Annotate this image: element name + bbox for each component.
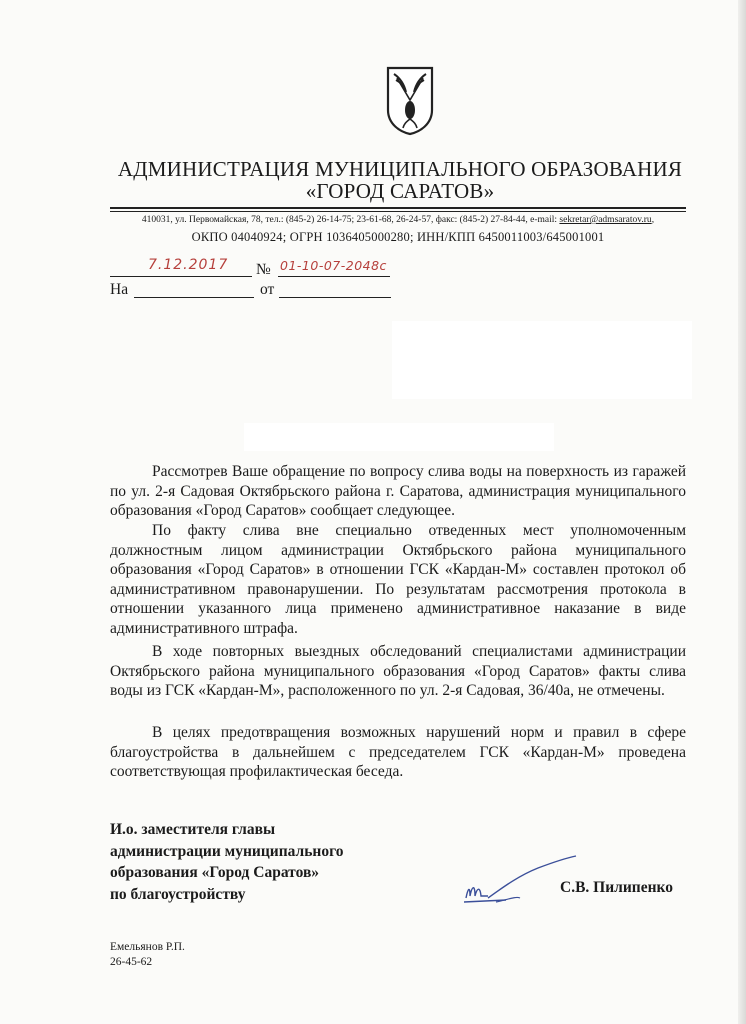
handwritten-date: 7.12.2017 <box>148 257 229 273</box>
number-label: № <box>256 261 271 278</box>
signatory-line-3: образования «Город Саратов» <box>110 864 320 881</box>
registration-codes: ОКПО 04040924; ОГРН 1036405000280; ИНН/КПП 6450011003/645001001 <box>191 230 605 244</box>
header-rule-thick <box>110 207 686 209</box>
address-line <box>110 215 686 225</box>
body-paragraph-1: Рассмотрев Ваше обращение по вопросу слива воды на поверхность из гаражей по ул. 2-я Садовая Октябрьского района г. Саратова, администрация муниципального образования «Город Саратов» сообщает следующее. <box>110 463 686 519</box>
signatory-line-1: И.о. заместителя главы <box>110 821 276 838</box>
body-paragraph-2: По факту слива вне специально отведенных мест уполномоченным должностным лицом администрации Октябрьского района муниципального образования «Город Саратов» в отношении ГСК «Кардан-М» составлен протокол об административном правонарушении. По результатам рассмотрения протокола в отношении указанного лица применено административное наказание в виде административного штрафа. <box>110 522 686 637</box>
body-paragraph-3: В ходе повторных выездных обследований специалистами администрации Октябрьского района муниципального образования «Город Саратов» факты слива воды из ГСК «Кардан-М», расположенного по ул. 2-я Садовая, 36/40а, не отмечены. <box>110 643 686 699</box>
from-line <box>279 279 391 298</box>
saratov-coat-of-arms-icon <box>386 66 434 136</box>
reply-to-line <box>134 279 254 298</box>
from-label: от <box>260 281 275 298</box>
address-end: , <box>651 215 655 225</box>
signatory-name: С.В. Пилипенко <box>560 879 673 896</box>
organization-title-line-2: «ГОРОД САРАТОВ» <box>305 179 495 203</box>
redacted-recipient-name <box>244 423 554 451</box>
page-edge <box>738 0 746 1024</box>
body-paragraph-4: В целях предотвращения возможных нарушений норм и правил в сфере благоустройства в дальнейшем с председателем ГСК «Кардан-М» проведена соответствующая профилактическая беседа. <box>110 724 686 780</box>
redacted-recipient-address <box>392 321 692 399</box>
address-text: 410031, ул. Первомайская, 78, тел.: (845-2) 26-14-75; 23-61-68, 26-24-57, факс: (845-2) 27-84-44, e-mail: <box>141 215 560 225</box>
organization-title-line-1: АДМИНИСТРАЦИЯ МУНИЦИПАЛЬНОГО ОБРАЗОВАНИЯ <box>117 157 683 181</box>
signatory-line-2: администрации муниципального <box>110 842 344 860</box>
header-rule-thin <box>110 211 686 212</box>
executor-phone: 26-45-62 <box>110 956 153 968</box>
signatory-line-4: по благоустройству <box>110 885 246 903</box>
reply-to-label: На <box>110 281 129 298</box>
executor-name: Емельянов Р.П. <box>110 941 185 953</box>
executor-info <box>110 940 185 970</box>
signatory-position <box>110 819 343 905</box>
handwritten-number: 01-10-07-2048с <box>280 258 387 273</box>
email-link[interactable]: sekretar@admsaratov.ru <box>559 215 652 225</box>
